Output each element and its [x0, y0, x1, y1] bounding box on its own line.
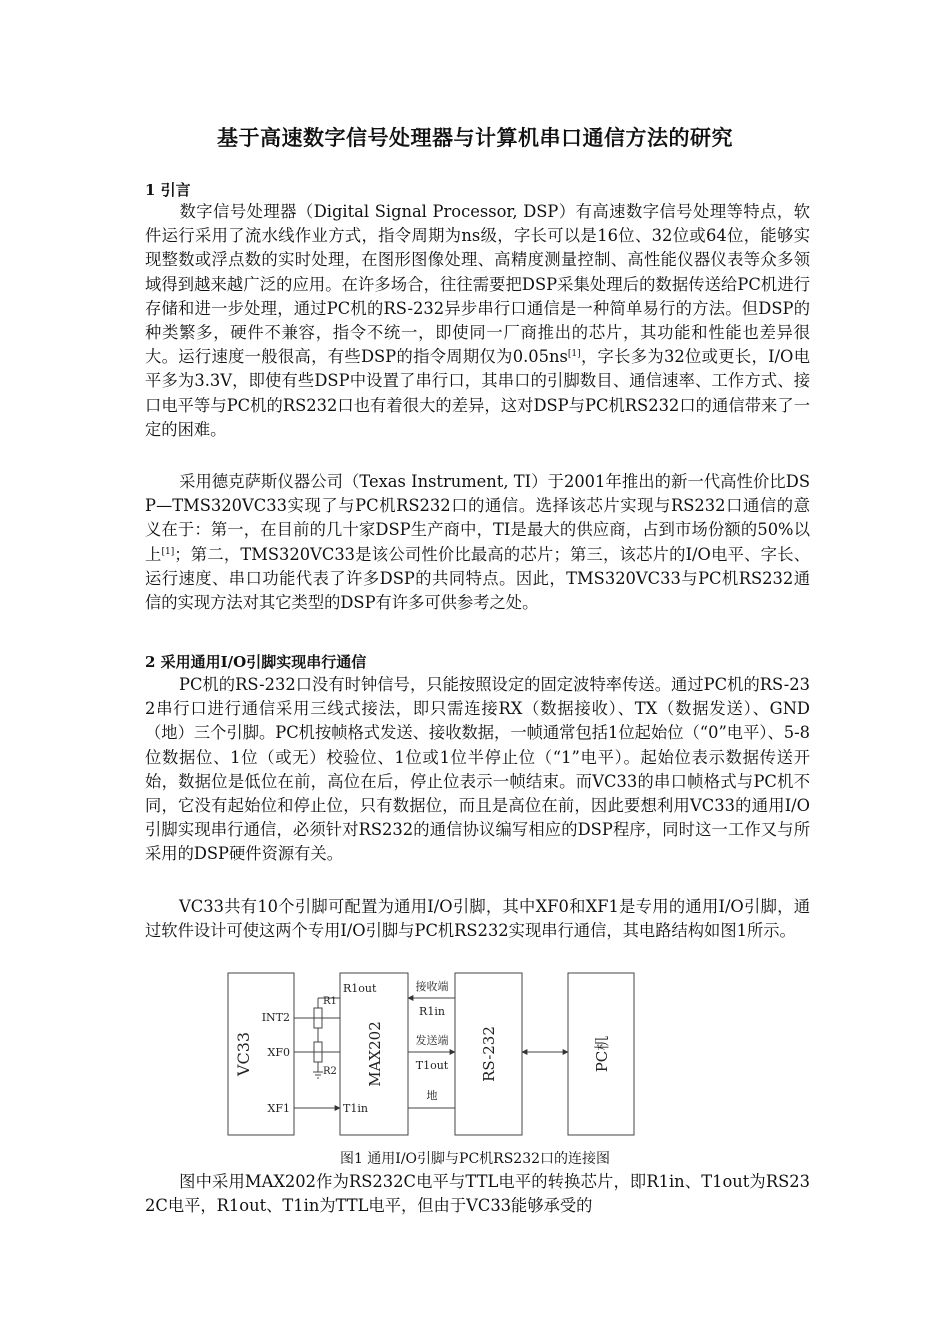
t1in-label: T1in [343, 1102, 368, 1115]
vc33-label: VC33 [234, 1031, 253, 1077]
section-2-paragraph-1 [145, 673, 810, 867]
paragraph-text: 采用德克萨斯仪器公司（Texas Instrument, TI）于2001年推出的新一代高性价比DSP—TMS320VC33实现了与PC机RS232口的通信。选择该芯片实现与RS232口通信的意义在于：第一，在目前的几十家DSP生产商中，TI是最大的供应商，占到市场份额的50%以上 [145, 472, 810, 564]
receive-end-label: 接收端 [415, 980, 449, 993]
paragraph-text: ；第二，TMS320VC33是该公司性价比最高的芯片；第三，该芯片的I/O电平、字长、运行速度、串口功能代表了许多DSP的共同特点。因此，TMS320VC33与PC机RS232通信的实现方法对其它类型的DSP有许多可供参考之处。 [145, 544, 810, 613]
citation-ref: [1] [567, 349, 581, 360]
ground-label: 地 [426, 1089, 438, 1102]
circuit-diagram [222, 968, 642, 1140]
section-1-heading: 1 引言 [145, 181, 191, 199]
paragraph-text: 数字信号处理器（Digital Signal Processor, DSP）有高速数字信号处理等特点，软件运行采用了流水线作业方式，指令周期为ns级，字长可以是16位、32位或64位，能够实现整数或浮点数的实时处理，在图形图像处理、高精度测量控制、高性能仪器仪表等众多领域得到越来越广泛的应用。在许多场合，往往需要把DSP采集处理后的数据传送给PC机进行存储和进一步处理，通过PC机的RS-232异步串行口通信是一种简单易行的方法。但DSP的种类繁多，硬件不兼容，指令不统一，即使同一厂商推出的芯片，其功能和性能也差异很大。运行速度一般很高，有些DSP的指令周期仅为0.05ns [145, 202, 810, 367]
r1in-label: R1in [419, 1005, 445, 1018]
citation-ref: [1] [161, 546, 175, 557]
paragraph-text: PC机的RS-232口没有时钟信号，只能按照设定的固定波特率传送。通过PC机的RS-232串行口进行通信采用三线式接法，即只需连接RX（数据接收）、TX（数据发送）、GND（地）三个引脚。PC机按帧格式发送、接收数据，一帧通常包括1位起始位（“0”电平）、5-8位数据位、1位（或无）校验位、1位或1位半停止位（“1”电平）。起始位表示数据传送开始，数据位是低位在前，高位在后，停止位表示一帧结束。而VC33的串口帧格式与PC机不同，它没有起始位和停止位，只有数据位，而且是高位在前，因此要想利用VC33的通用I/O引脚实现串行通信，必须针对RS232的通信协议编写相应的DSP程序，同时这一工作又与所采用的DSP硬件资源有关。 [145, 675, 810, 864]
figure-caption: 图1 通用I/O引脚与PC机RS232口的连接图 [339, 1151, 611, 1167]
section-2-paragraph-2 [145, 895, 810, 943]
int2-label: INT2 [261, 1011, 290, 1024]
rs232-label: RS-232 [480, 1026, 498, 1082]
paragraph-text: ，字长多为32位或更长，I/O电平多为3.3V，即使有些DSP中设置了串行口，其串口的引脚数目、通信速率、工作方式、接口电平等与PC机的RS232口也有着很大的差异，这对DSP与PC机RS232口的通信带来了一定的困难。 [145, 347, 810, 439]
xf1-label: XF1 [267, 1102, 290, 1115]
xf0-label: XF0 [267, 1046, 290, 1059]
paper-title: 基于高速数字信号处理器与计算机串口通信方法的研究 [217, 125, 733, 150]
circuit-svg [222, 968, 642, 1140]
paragraph-text: 图中采用MAX202作为RS232C电平与TTL电平的转换芯片，即R1in、T1out为RS232C电平，R1out、T1in为TTL电平，但由于VC33能够承受的 [145, 1172, 810, 1216]
t1out-label: T1out [415, 1059, 449, 1072]
section-2-heading: 2 采用通用I/O引脚实现串行通信 [145, 653, 367, 671]
r1out-label: R1out [343, 982, 377, 995]
section-2-paragraph-3 [145, 1170, 810, 1218]
r1-label: R1 [323, 996, 337, 1007]
r2-label: R2 [323, 1066, 337, 1077]
section-1-paragraph-1 [145, 200, 810, 442]
pc-label: PC机 [593, 1035, 611, 1073]
paragraph-text: VC33共有10个引脚可配置为通用I/O引脚，其中XF0和XF1是专用的通用I/O引脚，通过软件设计可使这两个专用I/O引脚与PC机RS232实现串行通信，其电路结构如图1所示。 [145, 897, 810, 941]
max202-label: MAX202 [366, 1021, 384, 1087]
transmit-end-label: 发送端 [415, 1034, 449, 1047]
section-1-paragraph-2 [145, 470, 810, 615]
